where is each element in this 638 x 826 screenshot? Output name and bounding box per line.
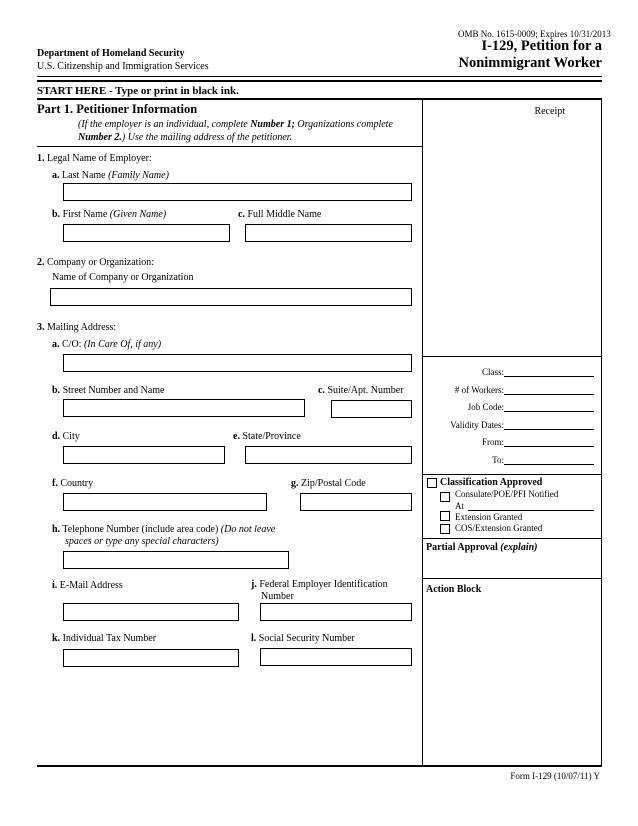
header-rule-thick [37, 80, 602, 82]
q3h-label: h. Telephone Number (include area code) (Do not leave [52, 524, 276, 535]
office-class-line[interactable] [504, 376, 594, 377]
agency-name: Department of Homeland Security [37, 48, 185, 59]
office-validity-label: Validity Dates: [450, 420, 504, 430]
part1-instructions-line2: Number 2.) Use the mailing address of the petitioner. [78, 132, 293, 143]
part1-rule [37, 146, 422, 147]
part1-title: Part 1. Petitioner Information [37, 102, 198, 116]
partial-rule [422, 538, 601, 539]
q3a-label: a. C/O: (In Care Of, if any) [52, 339, 162, 350]
start-here-note: START HERE - Type or print in black ink. [37, 85, 239, 97]
part1-instructions-line1: (If the employer is an individual, complete Number 1; Organizations complete [78, 119, 393, 130]
email-input[interactable] [63, 603, 239, 621]
zip-input[interactable] [300, 493, 412, 511]
q3k-label: k. Individual Tax Number [52, 633, 157, 644]
partial-approval-label: Partial Approval (explain) [426, 542, 538, 553]
q3i-label: i. E-Mail Address [52, 580, 123, 591]
q1a-label: a. Last Name (Family Name) [52, 170, 169, 181]
company-name-input[interactable] [50, 288, 412, 306]
office-to-line[interactable] [504, 464, 594, 465]
q1c-label: c. Full Middle Name [238, 209, 322, 220]
q3b-label: b. Street Number and Name [52, 385, 165, 396]
office-jobcode-label: Job Code: [467, 402, 504, 412]
office-from-label: From: [481, 437, 504, 447]
q1b-label: b. First Name (Given Name) [52, 209, 167, 220]
state-input[interactable] [245, 446, 412, 464]
employer-middle-name-input[interactable] [245, 224, 412, 242]
street-input[interactable] [63, 399, 305, 417]
q2-sub-label: Name of Company or Organization [52, 272, 194, 283]
action-block-label: Action Block [426, 584, 482, 595]
at-label: At [455, 501, 464, 511]
subagency-name: U.S. Citizenship and Immigration Services [37, 61, 209, 72]
q3l-label: l. Social Security Number [251, 633, 355, 644]
cos-label: COS/Extension Granted [455, 523, 543, 533]
action-rule [422, 578, 601, 579]
country-input[interactable] [63, 493, 267, 511]
suite-input[interactable] [331, 400, 412, 418]
office-workers-line[interactable] [504, 394, 594, 395]
city-input[interactable] [63, 446, 225, 464]
omb-number: OMB No. 1615-0009; Expires 10/31/2013 [458, 29, 611, 39]
q3c-label: c. Suite/Apt. Number [318, 385, 404, 396]
q3f-label: f. Country [52, 478, 94, 489]
q3d-label: d. City [52, 431, 80, 442]
classification-approved-label: Classification Approved [440, 477, 543, 488]
classification-rule [422, 474, 601, 475]
cos-checkbox[interactable] [440, 524, 450, 534]
office-class-label: Class: [481, 367, 504, 377]
q3j-label: j. Federal Employer Identification [251, 579, 388, 590]
office-to-label: To: [492, 455, 504, 465]
office-use-panel [422, 99, 602, 766]
office-validity-line[interactable] [504, 429, 594, 430]
employer-last-name-input[interactable] [63, 183, 412, 201]
fein-input[interactable] [260, 603, 412, 621]
extension-checkbox[interactable] [440, 511, 450, 521]
care-of-input[interactable] [63, 354, 412, 372]
form-title-line1: I-129, Petition for a [481, 38, 602, 54]
q2-label: 2. Company or Organization: [37, 257, 155, 268]
q3g-label: g. Zip/Postal Code [291, 478, 366, 489]
extension-label: Extension Granted [455, 512, 523, 522]
bottom-rule [37, 765, 602, 767]
tax-number-input[interactable] [63, 649, 239, 667]
q3j-label-line2: Number [261, 591, 294, 602]
q3e-label: e. State/Province [233, 431, 301, 442]
office-from-line[interactable] [504, 446, 594, 447]
q3h-hint-line2: spaces or type any special characters) [65, 536, 219, 547]
office-workers-label: # of Workers: [454, 385, 504, 395]
office-jobcode-line[interactable] [504, 411, 594, 412]
ssn-input[interactable] [260, 648, 412, 666]
consulate-label: Consulate/POE/PFI Notified [455, 489, 559, 499]
receipt-label: Receipt [534, 106, 565, 117]
consulate-checkbox[interactable] [440, 492, 450, 502]
at-line[interactable] [468, 510, 594, 511]
form-title-line2: Nonimmigrant Worker [458, 55, 602, 71]
form-footer: Form I-129 (10/07/11) Y [510, 771, 600, 781]
telephone-input[interactable] [63, 551, 289, 569]
receipt-rule [422, 356, 601, 357]
employer-first-name-input[interactable] [63, 224, 230, 242]
classification-approved-checkbox[interactable] [427, 478, 437, 488]
q1-label: 1. Legal Name of Employer: [37, 153, 152, 164]
q3-label: 3. Mailing Address: [37, 322, 117, 333]
header-rule-thin [37, 76, 602, 77]
